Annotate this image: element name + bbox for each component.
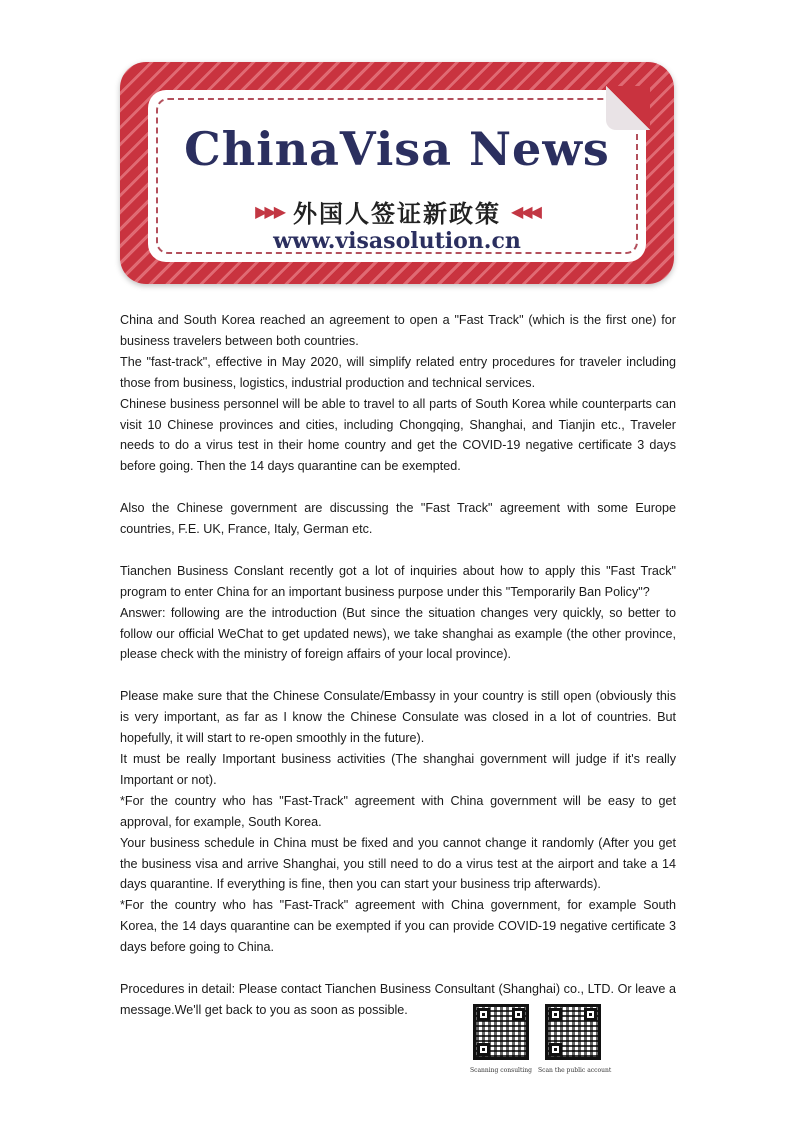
paragraph: The "fast-track", effective in May 2020, will simplify related entry procedures for traveler including those from business, logistics, industrial production and technical services.: [120, 354, 676, 390]
banner-url: www.visasolution.cn: [273, 228, 521, 254]
banner-subtitle-row: [148, 194, 646, 229]
arrows-left-icon: ◀◀◀: [511, 203, 539, 221]
qr-code-icon: [473, 1004, 529, 1060]
article-body: [120, 310, 676, 1021]
paragraph: Tianchen Business Conslant recently got a lot of inquiries about how to apply this "Fast Track" program to enter China for an important business purpose under this "Temporarily Ban Policy"?: [120, 563, 676, 599]
paragraph: Also the Chinese government are discussing the "Fast Track" agreement with some Europe countries, F.E. UK, France, Italy, German etc.: [120, 501, 676, 537]
qr-caption-consulting: Scanning consulting: [469, 1067, 533, 1074]
qr-caption-public-account: Scan the public account: [538, 1067, 612, 1074]
qr-code-icon: [545, 1004, 601, 1060]
paragraph: *For the country who has "Fast-Track" agreement with China government, for example South Korea, the 14 days quarantine can be exempted if you can provide COVID-19 negative certificate 3 days before going to China.: [120, 898, 676, 955]
paragraph: China and South Korea reached an agreement to open a "Fast Track" (which is the first one) for business travelers between both countries.: [120, 313, 676, 348]
banner-card: [148, 90, 646, 262]
qr-public-account: [538, 1004, 612, 1074]
paragraph: It must be really Important business activities (The shanghai government will judge if it's really Important or not).: [120, 751, 676, 787]
banner-title: ChinaVisa News: [184, 122, 610, 176]
paragraph-spacer: [120, 958, 676, 979]
paragraph: Chinese business personnel will be able to travel to all parts of South Korea while counterparts can visit 10 Chinese provinces and cities, including Chongqing, Shanghai, and Tianjin etc., Traveler needs to do a virus test in their home country and get the COVID-19 negative certificate 3 days before going. Then the 14 days quarantine can be exempted.: [120, 396, 676, 474]
paragraph: Answer: following are the introduction (But since the situation changes very quickly, so better to follow our official WeChat to get updated news), we take shanghai as example (the other province, please check with the ministry of foreign affairs of your local province).: [120, 605, 676, 662]
header-banner: [120, 62, 674, 284]
paragraph: Your business schedule in China must be fixed and you cannot change it randomly (After you get the business visa and arrive Shanghai, you still need to do a virus test at the airport and take a 14 days quarantine. If everything is fine, then you can start your business trip afterwards).: [120, 835, 676, 892]
paragraph: *For the country who has "Fast-Track" agreement with China government will be easy to get approval, for example, South Korea.: [120, 793, 676, 829]
paragraph-spacer: [120, 477, 676, 498]
banner-subtitle: 外国人签证新政策: [293, 199, 501, 228]
paragraph: Procedures in detail: Please contact Tianchen Business Consultant (Shanghai) co., LTD. Or leave a message.We'll get back to you as soon as possible.: [120, 981, 676, 1017]
paragraph-spacer: [120, 540, 676, 561]
paragraph-spacer: [120, 665, 676, 686]
paragraph: Please make sure that the Chinese Consulate/Embassy in your country is still open (obviously this is very important, as far as I know the Chinese Consulate was closed in a lot of countries. But hopefully, it will start to re-open smoothly in the future).: [120, 689, 676, 746]
qr-consulting: [466, 1004, 536, 1074]
arrows-right-icon: ▶▶▶: [255, 203, 283, 221]
